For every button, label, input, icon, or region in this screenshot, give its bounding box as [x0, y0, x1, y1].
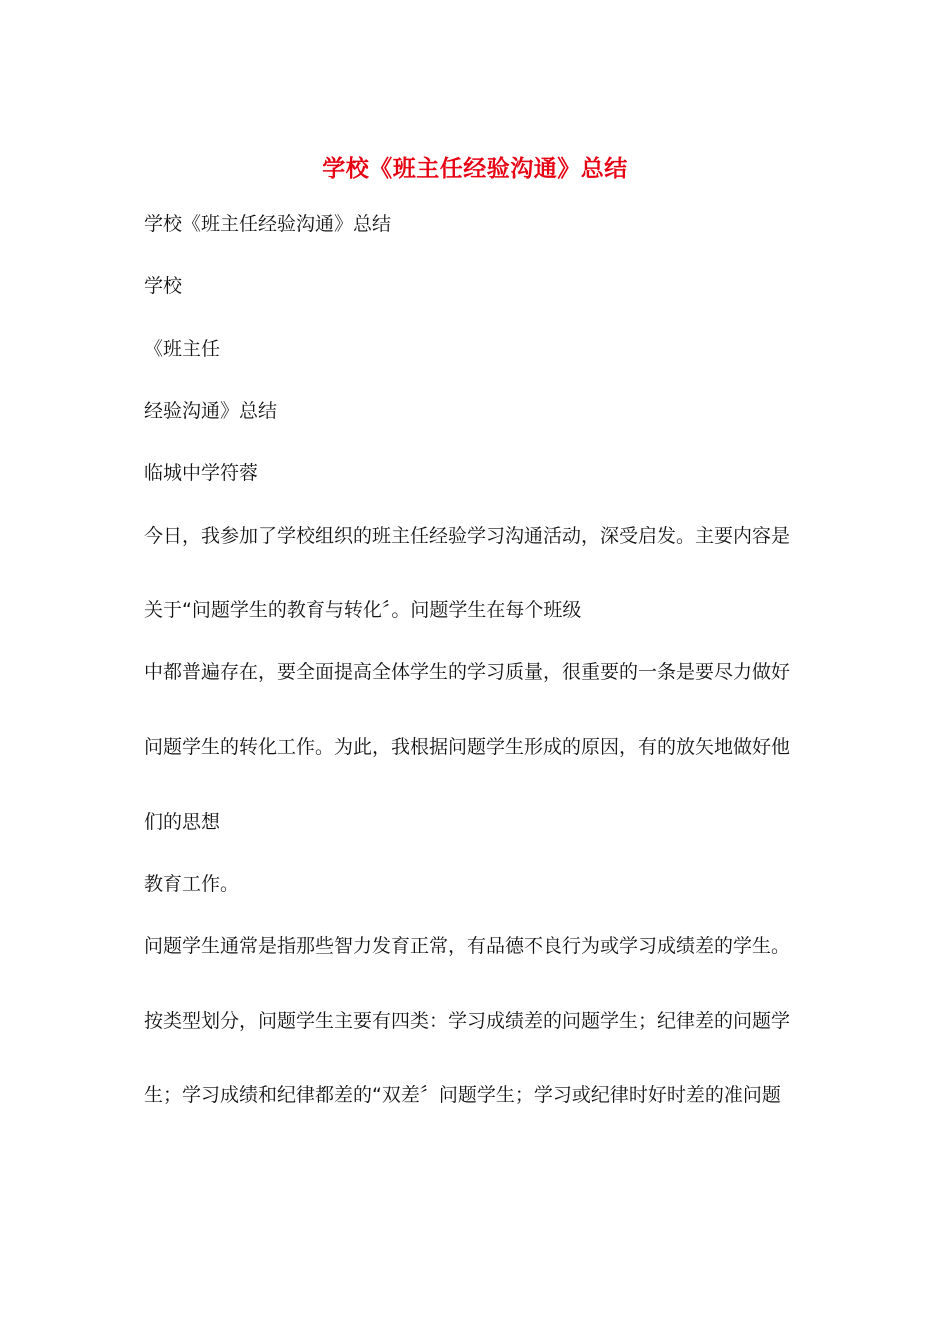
- text-line-4: 经验沟通》总结: [144, 400, 278, 422]
- text-line-11: 教育工作。: [144, 873, 240, 895]
- document-title: 学校《班主任经验沟通》总结: [322, 155, 628, 182]
- text-line-1: 学校《班主任经验沟通》总结: [144, 213, 392, 235]
- text-line-7: 关于“问题学生的教育与转化〞。问题学生在每个班级: [144, 599, 582, 621]
- text-line-3: 《班主任: [144, 338, 221, 360]
- text-line-6: 今日，我参加了学校组织的班主任经验学习沟通活动，深受启发。主要内容是: [144, 525, 791, 547]
- text-line-14: 生；学习成绩和纪律都差的“双差〞问题学生；学习或纪律时好时差的准问题: [144, 1084, 781, 1106]
- text-line-9: 问题学生的转化工作。为此，我根据问题学生形成的原因，有的放矢地做好他: [144, 736, 791, 758]
- text-line-8: 中都普遍存在，要全面提高全体学生的学习质量，很重要的一条是要尽力做好: [144, 661, 791, 683]
- text-line-2: 学校: [144, 275, 183, 297]
- text-line-13: 按类型划分，问题学生主要有四类：学习成绩差的问题学生；纪律差的问题学: [144, 1010, 791, 1032]
- text-line-12: 问题学生通常是指那些智力发育正常，有品德不良行为或学习成绩差的学生。: [144, 935, 791, 957]
- text-line-5: 临城中学符蓉: [144, 462, 259, 484]
- text-line-10: 们的思想: [144, 811, 221, 833]
